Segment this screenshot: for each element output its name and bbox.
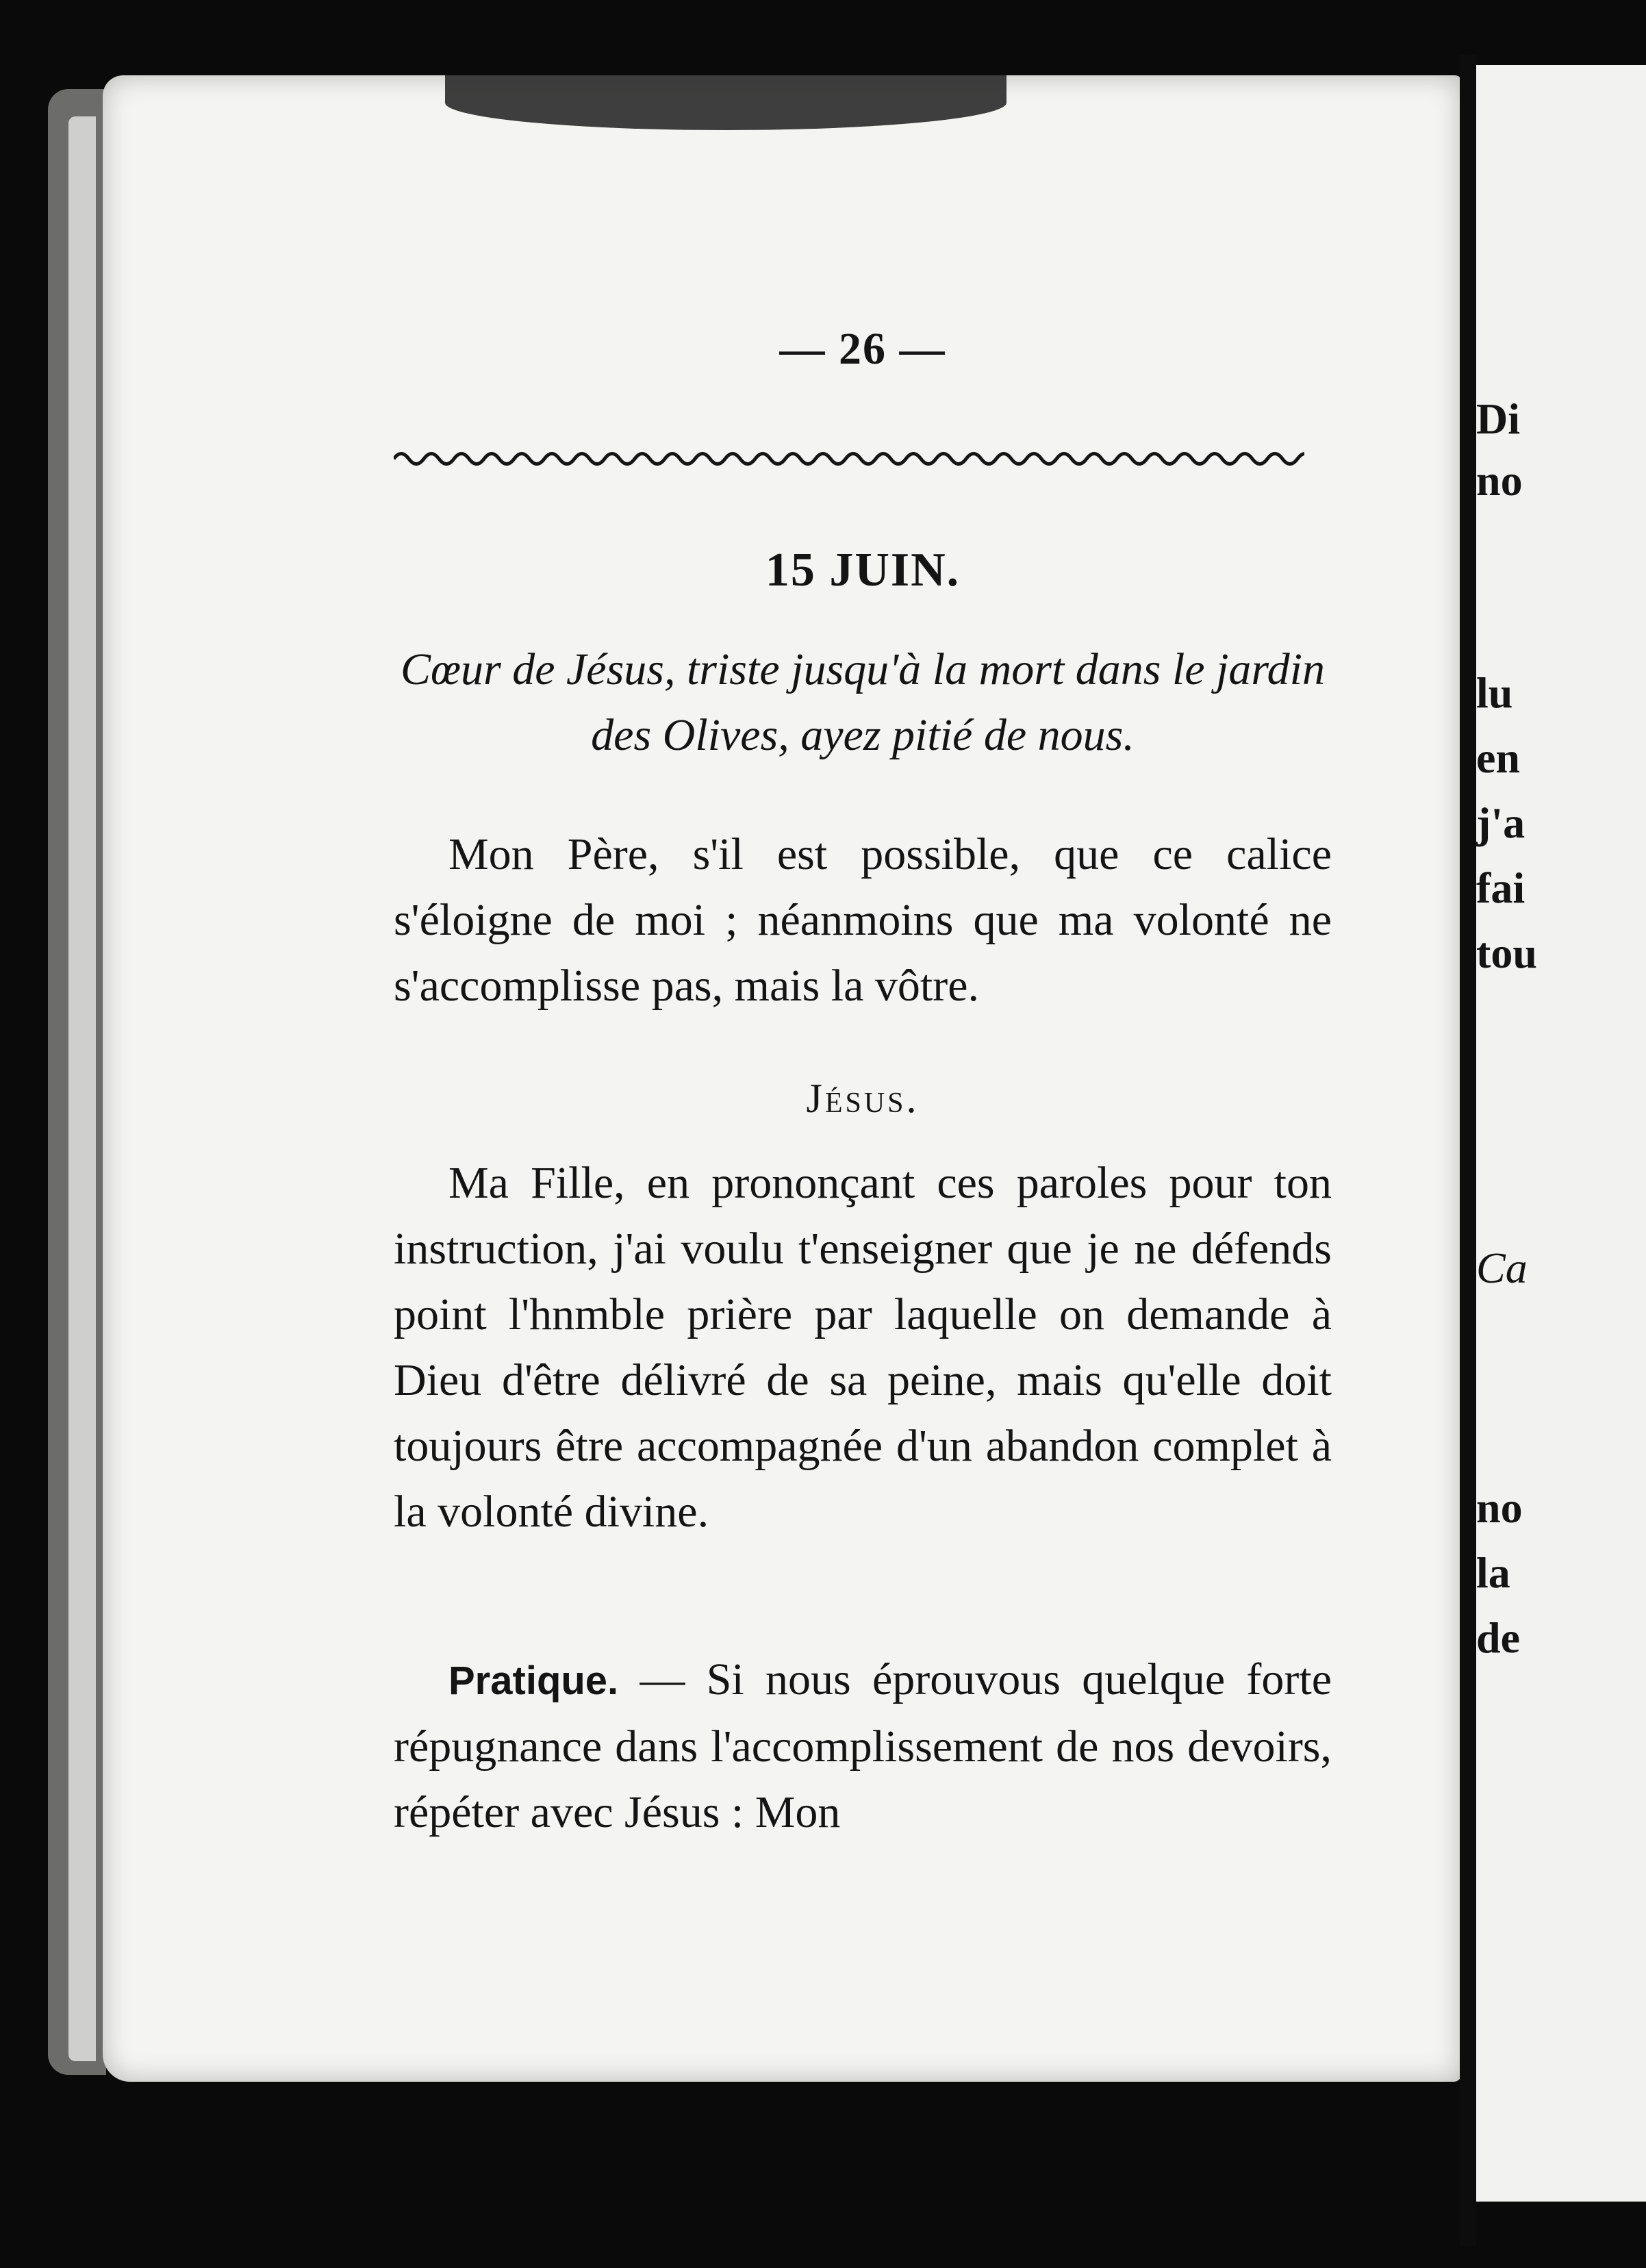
facing-page xyxy=(1476,65,1646,2202)
page-edge-inner xyxy=(68,116,96,2061)
fragment: lu xyxy=(1476,668,1513,717)
top-smudge xyxy=(445,75,1006,130)
fragment: j'a xyxy=(1476,798,1525,847)
date-heading: 15 JUIN. xyxy=(765,544,961,596)
page-number: — 26 — xyxy=(779,324,946,374)
quote-paragraph: Mon Père, s'il est possible, que ce calice s'éloigne de moi ; néanmoins que ma volonté ne s'accomplisse pas, mais la vôtre. xyxy=(394,829,1332,1011)
fragment: Di xyxy=(1476,394,1520,443)
fragment: no xyxy=(1476,456,1523,505)
ornamental-rule xyxy=(394,445,1304,473)
fragment: la xyxy=(1476,1548,1510,1597)
fragment: en xyxy=(1476,733,1520,782)
fragment: de xyxy=(1476,1613,1520,1662)
fragment: Ca xyxy=(1476,1244,1528,1292)
practice-paragraph xyxy=(394,1647,1332,1845)
invocation: Cœur de Jésus, triste jusqu'à la mort dans le jardin des Olives, ayez pitié de nous. xyxy=(400,644,1326,760)
speaker-heading: Jésus. xyxy=(806,1076,920,1121)
fragment: no xyxy=(1476,1483,1523,1532)
practice-label: Pratique. xyxy=(448,1659,619,1703)
fragment: fai xyxy=(1476,864,1525,912)
book-gutter xyxy=(1460,55,1476,2246)
reply-paragraph: Ma Fille, en prononçant ces paroles pour ton instruction, j'ai voulu t'enseigner que je ne défends point l'hnmble prière par laquelle on demande à Dieu d'être délivré de sa peine, mais qu'elle doit toujours être accompagnée d'un abandon complet à la volonté divine. xyxy=(394,1158,1332,1537)
fragment: tou xyxy=(1476,929,1537,977)
practice-text: — Si nous éprouvous quelque forte répugnance dans l'accomplissement de nos devoirs, répéter avec Jésus : Mon xyxy=(394,1654,1332,1837)
